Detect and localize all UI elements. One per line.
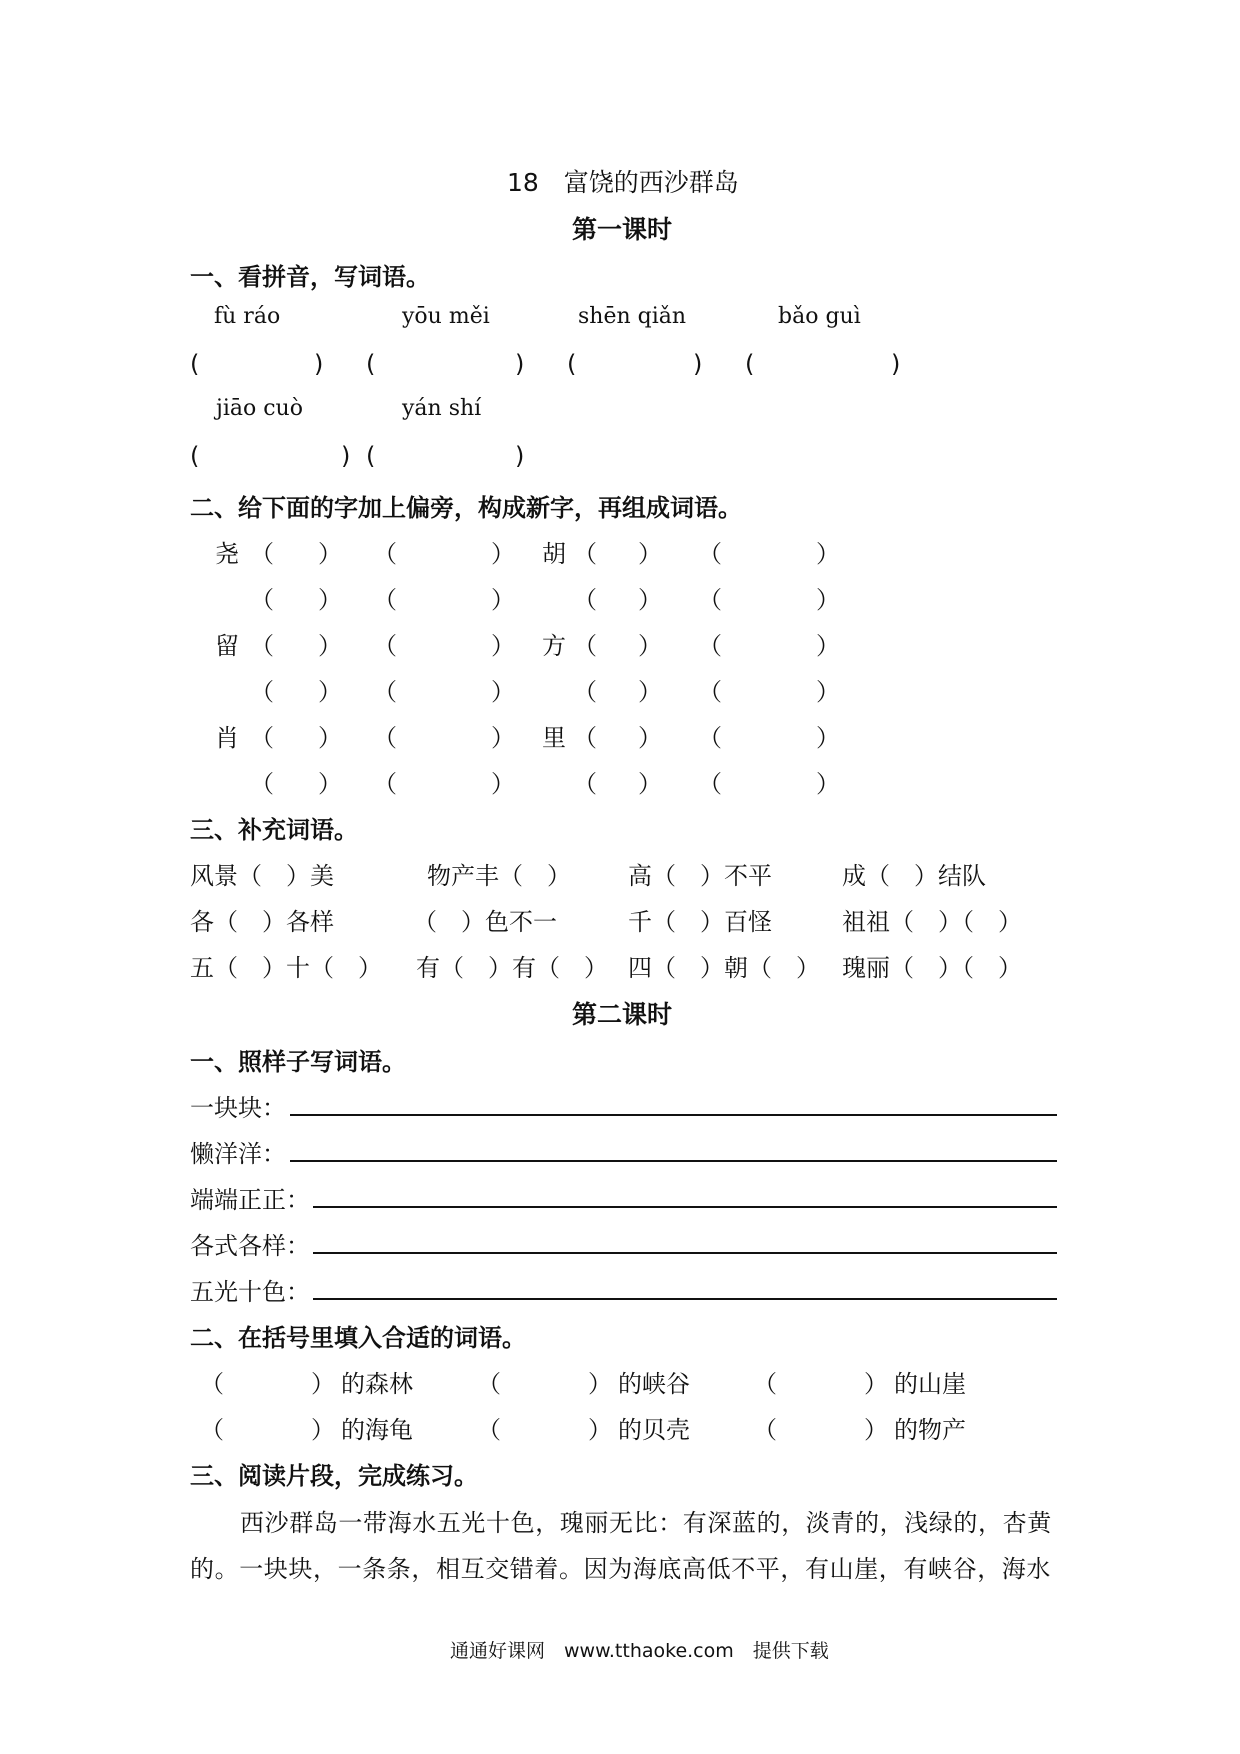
pattern-label: 各式各样： [190, 1232, 310, 1260]
phrase-suffix: 的森林 [341, 1370, 413, 1398]
idiom-item: 高（ ）不平 [628, 862, 772, 890]
answer-blank: ) [341, 442, 351, 470]
writing-line [313, 1206, 1057, 1208]
answer-blank: （ [477, 1370, 501, 1398]
answer-blank: ） [318, 586, 342, 614]
answer-blank: （ [250, 632, 274, 660]
idiom-item: 千（ ）百怪 [628, 908, 772, 936]
phrase-suffix: 的物产 [894, 1416, 966, 1444]
answer-blank: （ [373, 632, 397, 660]
answer-blank: ( [567, 350, 577, 378]
writing-line [313, 1252, 1057, 1254]
base-char: 胡 [542, 540, 566, 568]
answer-blank: ） [816, 724, 840, 752]
lesson-2-label: 第二课时 [572, 1000, 673, 1029]
answer-blank: （ [373, 678, 397, 706]
footer-credit: 通通好课网 www.tthaoke.com 提供下载 [450, 1640, 829, 1662]
answer-blank: ） [491, 586, 515, 614]
answer-blank: ） [816, 632, 840, 660]
section-heading-radicals: 二、给下面的字加上偏旁，构成新字，再组成词语。 [190, 494, 742, 522]
answer-blank: ） [816, 770, 840, 798]
answer-blank: ） [318, 540, 342, 568]
answer-blank: ） [318, 770, 342, 798]
idiom-item: 成（ ）结队 [842, 862, 986, 890]
answer-blank: ) [515, 442, 525, 470]
answer-blank: ） [311, 1370, 335, 1398]
pattern-label: 一块块： [190, 1094, 286, 1122]
answer-blank: ) [515, 350, 525, 378]
answer-blank: ） [588, 1370, 612, 1398]
writing-line [290, 1160, 1057, 1162]
writing-line [313, 1298, 1057, 1300]
idiom-item: （ ）色不一 [413, 908, 557, 936]
answer-blank: （ [698, 540, 722, 568]
section-heading-complete-words: 三、补充词语。 [190, 816, 358, 844]
answer-blank: （ [573, 770, 597, 798]
pattern-label: 五光十色： [190, 1278, 310, 1306]
answer-blank: （ [250, 678, 274, 706]
answer-blank: ( [366, 442, 376, 470]
answer-blank: （ [373, 586, 397, 614]
answer-blank: （ [373, 770, 397, 798]
answer-blank: ） [491, 724, 515, 752]
answer-blank: （ [373, 540, 397, 568]
pinyin-2: yōu měi [402, 304, 490, 329]
writing-line [290, 1114, 1057, 1116]
answer-blank: ） [491, 540, 515, 568]
answer-blank: ） [318, 678, 342, 706]
answer-blank: （ [250, 724, 274, 752]
page-title: 18 富饶的西沙群岛 [507, 168, 739, 197]
pinyin-6: yán shí [402, 396, 482, 421]
answer-blank: ） [638, 632, 662, 660]
answer-blank: （ [250, 770, 274, 798]
answer-blank: （ [200, 1416, 224, 1444]
answer-blank: ） [318, 632, 342, 660]
section-heading-fill-brackets: 二、在括号里填入合适的词语。 [190, 1324, 526, 1352]
answer-blank: ） [491, 678, 515, 706]
answer-blank: （ [698, 632, 722, 660]
answer-blank: ) [314, 350, 324, 378]
pattern-label: 端端正正： [190, 1186, 310, 1214]
reading-passage-line-2: 的。一块块，一条条，相互交错着。因为海底高低不平，有山崖，有峡谷，海水 [190, 1555, 1051, 1583]
answer-blank: （ [698, 770, 722, 798]
pinyin-4: bǎo guì [778, 304, 861, 329]
pinyin-5: jiāo cuò [216, 396, 303, 421]
base-char: 肖 [215, 724, 239, 752]
answer-blank: （ [698, 678, 722, 706]
answer-blank: （ [698, 724, 722, 752]
answer-blank: ） [816, 540, 840, 568]
pinyin-1: fù ráo [214, 304, 281, 329]
section-heading-pinyin: 一、看拼音，写词语。 [190, 263, 430, 291]
answer-blank: ） [588, 1416, 612, 1444]
section-heading-reading: 三、阅读片段，完成练习。 [190, 1462, 478, 1490]
idiom-item: 五（ ）十（ ） [190, 954, 382, 982]
answer-blank: （ [573, 540, 597, 568]
pinyin-3: shēn qiǎn [578, 304, 687, 329]
answer-blank: ) [891, 350, 901, 378]
pattern-label: 懒洋洋： [190, 1140, 286, 1168]
answer-blank: ） [311, 1416, 335, 1444]
answer-blank: （ [573, 678, 597, 706]
answer-blank: （ [373, 724, 397, 752]
answer-blank: ） [638, 724, 662, 752]
base-char: 里 [542, 724, 566, 752]
answer-blank: ） [638, 540, 662, 568]
base-char: 留 [215, 632, 239, 660]
phrase-suffix: 的海龟 [341, 1416, 413, 1444]
reading-passage-line-1: 西沙群岛一带海水五光十色，瑰丽无比：有深蓝的，淡青的，浅绿的，杏黄 [240, 1509, 1052, 1537]
answer-blank: （ [200, 1370, 224, 1398]
idiom-item: 有（ ）有（ ） [416, 954, 608, 982]
idiom-item: 四（ ）朝（ ） [628, 954, 820, 982]
answer-blank: ） [318, 724, 342, 752]
answer-blank: ( [190, 350, 200, 378]
answer-blank: ） [864, 1370, 888, 1398]
idiom-item: 各（ ）各样 [190, 908, 334, 936]
answer-blank: ） [491, 632, 515, 660]
answer-blank: ） [864, 1416, 888, 1444]
answer-blank: （ [753, 1370, 777, 1398]
answer-blank: ) [693, 350, 703, 378]
answer-blank: （ [573, 586, 597, 614]
answer-blank: ( [190, 442, 200, 470]
idiom-item: 风景（ ）美 [190, 862, 334, 890]
base-char: 方 [542, 632, 566, 660]
answer-blank: ） [491, 770, 515, 798]
answer-blank: （ [250, 586, 274, 614]
answer-blank: （ [573, 632, 597, 660]
idiom-item: 物产丰（ ） [427, 862, 571, 890]
section-heading-follow-pattern: 一、照样子写词语。 [190, 1048, 406, 1076]
answer-blank: （ [698, 586, 722, 614]
answer-blank: （ [250, 540, 274, 568]
phrase-suffix: 的山崖 [894, 1370, 966, 1398]
phrase-suffix: 的贝壳 [618, 1416, 690, 1444]
answer-blank: ） [638, 586, 662, 614]
idiom-item: 祖祖（ ）（ ） [842, 908, 1022, 936]
phrase-suffix: 的峡谷 [618, 1370, 690, 1398]
answer-blank: （ [477, 1416, 501, 1444]
lesson-1-label: 第一课时 [572, 215, 673, 244]
answer-blank: （ [753, 1416, 777, 1444]
idiom-item: 瑰丽（ ）（ ） [842, 954, 1022, 982]
answer-blank: ） [638, 678, 662, 706]
answer-blank: ( [366, 350, 376, 378]
base-char: 尧 [215, 540, 239, 568]
answer-blank: ） [816, 678, 840, 706]
answer-blank: ( [745, 350, 755, 378]
answer-blank: ） [638, 770, 662, 798]
answer-blank: （ [573, 724, 597, 752]
answer-blank: ） [816, 586, 840, 614]
